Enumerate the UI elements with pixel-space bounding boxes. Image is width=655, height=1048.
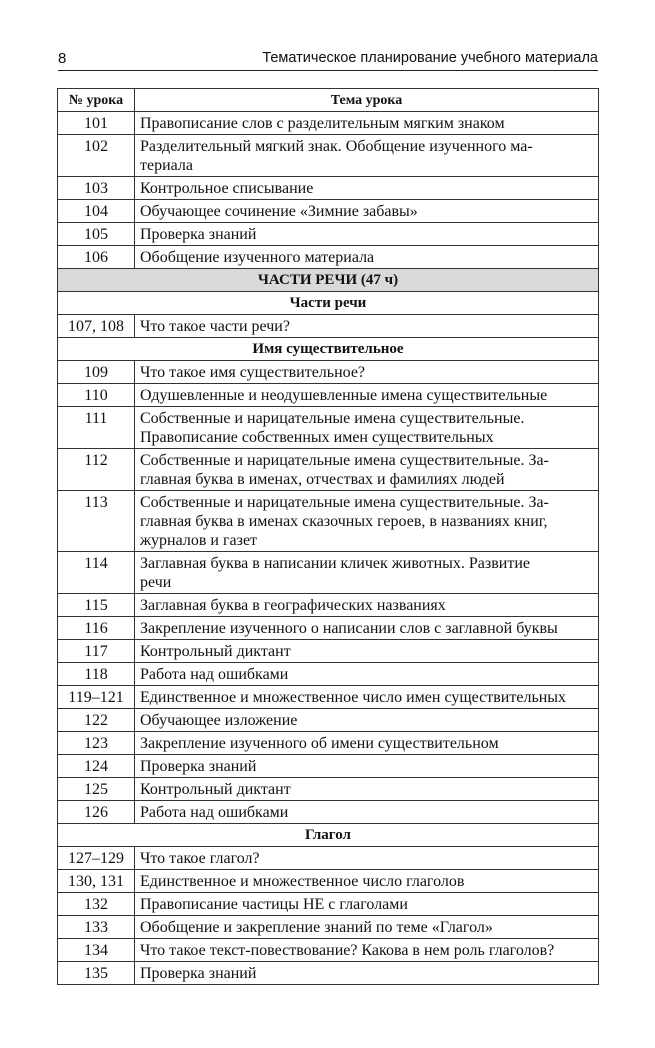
table-row <box>58 916 599 939</box>
table-row <box>58 135 599 177</box>
lesson-number: 114 <box>58 552 135 594</box>
table-row <box>58 200 599 223</box>
lesson-number: 130, 131 <box>58 870 135 893</box>
lesson-topic: Проверка знаний <box>135 962 599 985</box>
table-row <box>58 223 599 246</box>
table-row <box>58 449 599 491</box>
lesson-topic: Заглавная буква в географических названиях <box>135 594 599 617</box>
section-heading: ЧАСТИ РЕЧИ (47 ч) <box>58 269 599 292</box>
lesson-number: 115 <box>58 594 135 617</box>
table-row <box>58 246 599 269</box>
subsection-heading-row <box>58 338 599 361</box>
lesson-number: 119–121 <box>58 686 135 709</box>
lesson-topic: Контрольное списывание <box>135 177 599 200</box>
lesson-topic: Заглавная буква в написании кличек животных. Развитие речи <box>135 552 599 594</box>
lesson-number: 123 <box>58 732 135 755</box>
table-row <box>58 709 599 732</box>
lesson-topic: Обучающее сочинение «Зимние забавы» <box>135 200 599 223</box>
table-body <box>58 112 599 985</box>
table-row <box>58 778 599 801</box>
subsection-heading: Имя существительное <box>58 338 599 361</box>
table-row <box>58 893 599 916</box>
lesson-number: 111 <box>58 407 135 449</box>
lesson-topic: Правописание частицы НЕ с глаголами <box>135 893 599 916</box>
lesson-topic: Что такое глагол? <box>135 847 599 870</box>
table-row <box>58 663 599 686</box>
table-row <box>58 594 599 617</box>
lesson-topic: Контрольный диктант <box>135 640 599 663</box>
table-row <box>58 870 599 893</box>
lesson-number: 103 <box>58 177 135 200</box>
lesson-topic: Единственное и множественное число имен существительных <box>135 686 599 709</box>
table-row <box>58 640 599 663</box>
table-row <box>58 617 599 640</box>
lesson-topic: Собственные и нарицательные имена существительные. За- главная буква в именах сказочных героев, в названиях книг, журналов и газет <box>135 491 599 552</box>
lesson-number: 134 <box>58 939 135 962</box>
lesson-topic: Одушевленные и неодушевленные имена существительные <box>135 384 599 407</box>
table-row <box>58 491 599 552</box>
lesson-number: 110 <box>58 384 135 407</box>
table-row <box>58 686 599 709</box>
column-header-lesson-number: № урока <box>58 89 135 112</box>
lesson-number: 125 <box>58 778 135 801</box>
running-title: Тематическое планирование учебного материала <box>262 50 598 66</box>
lesson-number: 112 <box>58 449 135 491</box>
lesson-number: 104 <box>58 200 135 223</box>
lesson-number: 113 <box>58 491 135 552</box>
lesson-topic: Работа над ошибками <box>135 663 599 686</box>
lesson-topic: Проверка знаний <box>135 755 599 778</box>
lesson-topic: Разделительный мягкий знак. Обобщение изученного ма- териала <box>135 135 599 177</box>
lesson-topic: Обучающее изложение <box>135 709 599 732</box>
lesson-number: 122 <box>58 709 135 732</box>
lesson-topic: Собственные и нарицательные имена существительные. За- главная буква в именах, отчествах и фамилиях людей <box>135 449 599 491</box>
table-row <box>58 962 599 985</box>
lesson-topic: Что такое имя существительное? <box>135 361 599 384</box>
lesson-number: 126 <box>58 801 135 824</box>
lesson-number: 117 <box>58 640 135 663</box>
subsection-heading-row <box>58 824 599 847</box>
table-row <box>58 801 599 824</box>
table-row <box>58 847 599 870</box>
lesson-number: 133 <box>58 916 135 939</box>
lesson-number: 132 <box>58 893 135 916</box>
subsection-heading-row <box>58 292 599 315</box>
lesson-topic: Проверка знаний <box>135 223 599 246</box>
lesson-number: 107, 108 <box>58 315 135 338</box>
table-row <box>58 315 599 338</box>
lesson-topic: Что такое текст-повествование? Какова в нем роль глаголов? <box>135 939 599 962</box>
subsection-heading: Части речи <box>58 292 599 315</box>
table-header-row <box>58 89 599 112</box>
lesson-number: 118 <box>58 663 135 686</box>
lesson-number: 124 <box>58 755 135 778</box>
page-number: 8 <box>58 50 67 67</box>
lesson-topic: Единственное и множественное число глаголов <box>135 870 599 893</box>
table-row <box>58 755 599 778</box>
lesson-number: 106 <box>58 246 135 269</box>
lesson-number: 101 <box>58 112 135 135</box>
table-row <box>58 732 599 755</box>
section-heading-row <box>58 269 599 292</box>
column-header-lesson-topic: Тема урока <box>135 89 599 112</box>
table-row <box>58 361 599 384</box>
subsection-heading: Глагол <box>58 824 599 847</box>
lesson-topic: Что такое части речи? <box>135 315 599 338</box>
lesson-plan-table <box>57 88 599 985</box>
table-row <box>58 939 599 962</box>
lesson-topic: Правописание слов с разделительным мягким знаком <box>135 112 599 135</box>
lesson-topic: Закрепление изученного о написании слов с заглавной буквы <box>135 617 599 640</box>
lesson-topic: Закрепление изученного об имени существительном <box>135 732 599 755</box>
running-header <box>58 48 598 71</box>
table-row <box>58 384 599 407</box>
lesson-number: 135 <box>58 962 135 985</box>
lesson-topic: Обобщение и закрепление знаний по теме «Глагол» <box>135 916 599 939</box>
lesson-topic: Собственные и нарицательные имена существительные. Правописание собственных имен существительных <box>135 407 599 449</box>
lesson-number: 105 <box>58 223 135 246</box>
lesson-number: 109 <box>58 361 135 384</box>
table-row <box>58 112 599 135</box>
lesson-topic: Работа над ошибками <box>135 801 599 824</box>
table-row <box>58 177 599 200</box>
lesson-topic: Обобщение изученного материала <box>135 246 599 269</box>
lesson-number: 102 <box>58 135 135 177</box>
lesson-number: 116 <box>58 617 135 640</box>
lesson-topic: Контрольный диктант <box>135 778 599 801</box>
lesson-number: 127–129 <box>58 847 135 870</box>
table-row <box>58 552 599 594</box>
table-row <box>58 407 599 449</box>
